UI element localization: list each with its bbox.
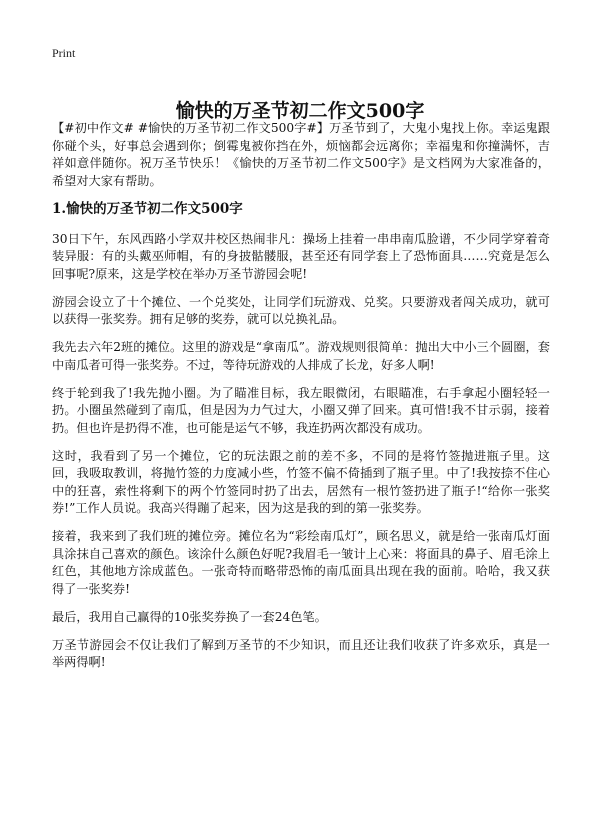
body-paragraph: 最后，我用自己赢得的10张奖券换了一套24色笔。: [52, 609, 327, 624]
body-paragraph: 我先去六年2班的摊位。这里的游戏是“拿南瓜”。游戏规则很简单：抛出大中小三个圆圈，套中南瓜者可得一张奖券。不过，等待玩游戏的人排成了长龙，好多人啊!: [52, 340, 550, 372]
intro-paragraph: 【#初中作文# #愉快的万圣节初二作文500字#】万圣节到了，大鬼小鬼找上你。幸运鬼跟你碰个头，好事总会遇到你；倒霉鬼被你挡在外，烦恼都会远离你；幸福鬼和你撞满怀，吉祥如意伴随你。祝万圣节快乐！《愉快的万圣节初二作文500字》是文档网为大家准备的，希望对大家有帮助。: [52, 121, 550, 188]
body-paragraph: 终于轮到我了!我先抛小圈。为了瞄准目标，我左眼微闭，右眼瞄准，右手拿起小圈轻轻一扔。小圈虽然碰到了南瓜，但是因为力气过大，小圈又弹了回来。真可惜!我不甘示弱，接着扔。但也许是扔得不准，也可能是运气不够，我连扔两次都没有成功。: [52, 385, 550, 435]
body-paragraph: 万圣节游园会不仅让我们了解到万圣节的不少知识，而且还让我们收获了许多欢乐，真是一举两得啊!: [52, 637, 550, 669]
body-paragraph: 这时，我看到了另一个摊位，它的玩法跟之前的差不多，不同的是将竹签抛进瓶子里。这回，我吸取教训，将抛竹签的力度减小些，竹签不偏不倚插到了瓶子里。中了!我按捺不住心中的狂喜，索性将剩下的两个竹签同时扔了出去，居然有一根竹签扔进了瓶子!“给你一张奖券!”工作人员说。我高兴得蹦了起来，因为这是我的到的第一张奖券。: [52, 448, 550, 515]
article-title: 愉快的万圣节初二作文500字: [175, 99, 425, 122]
article-body: [52, 120, 550, 682]
body-paragraph: 接着，我来到了我们班的摊位旁。摊位名为“彩绘南瓜灯”，顾名思义，就是给一张南瓜灯面具涂抹自己喜欢的颜色。该涂什么颜色好呢?我眉毛一皱计上心来：将面具的鼻子、眉毛涂上红色，其他地方涂成蓝色。一张奇特而略带恐怖的南瓜面具出现在我的面前。哈哈，我又获得了一张奖券!: [52, 529, 550, 596]
body-paragraph: 30日下午，东风西路小学双井校区热闹非凡：操场上挂着一串串南瓜脸谱，不少同学穿着奇装异服：有的头戴巫师帽，有的身披骷髅服，甚至还有同学套上了恐怖面具……究竟是怎么回事呢?原来，这是学校在举办万圣节游园会呢!: [52, 231, 550, 281]
body-paragraph: 游园会设立了十个摊位、一个兑奖处，让同学们玩游戏、兑奖。只要游戏者闯关成功，就可以获得一张奖券。拥有足够的奖券，就可以兑换礼品。: [52, 294, 550, 326]
section-heading: 1.愉快的万圣节初二作文500字: [52, 201, 243, 217]
print-link[interactable]: Print: [52, 46, 76, 60]
